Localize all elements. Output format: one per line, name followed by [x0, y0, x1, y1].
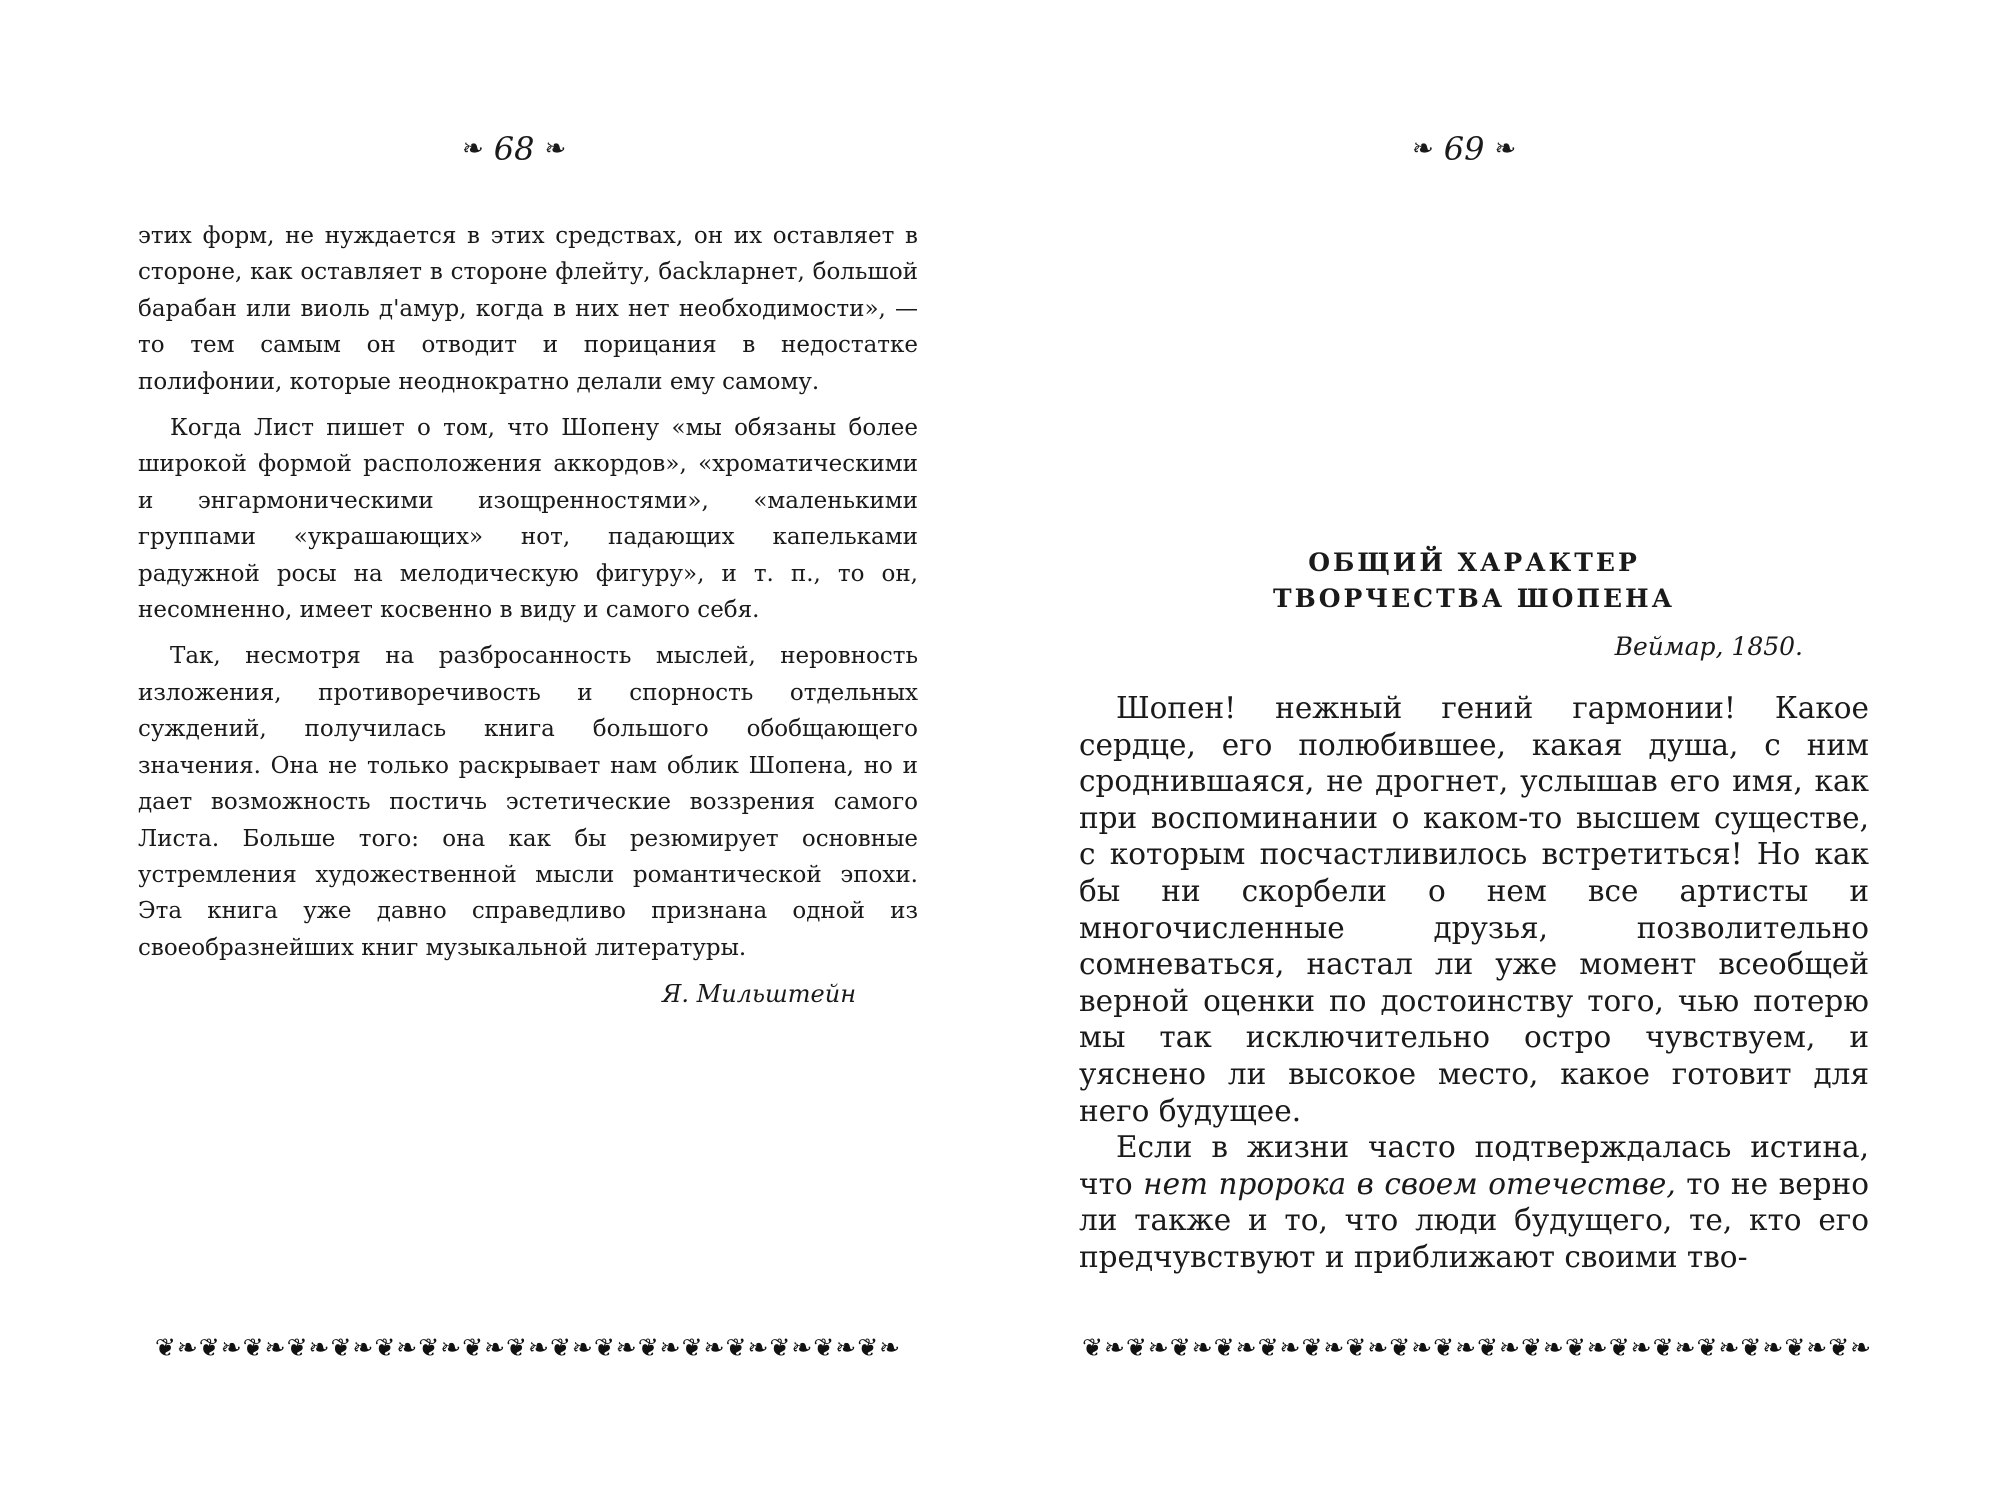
paragraph [1079, 1129, 1869, 1275]
right-page [1000, 0, 2000, 1488]
page-number-right [1412, 130, 1516, 168]
ornament-icon: ❧ [1494, 134, 1517, 164]
page-number-left [462, 130, 566, 168]
dateline: Веймар, 1850. [1614, 632, 1803, 661]
page-number-value: 68 [493, 130, 535, 168]
ornament-icon: ❧ [1412, 134, 1434, 164]
ornamental-border: ❦❧❦❧❦❧❦❧❦❧❦❧❦❧❦❧❦❧❦❧❦❧❦❧❦❧❦❧❦❧❦❧❦❧❦❧ [1082, 1333, 1872, 1362]
paragraph-text: Если в жизни часто подтверждалась истина, что [1079, 1130, 1869, 1201]
paragraph: Шопен! нежный гений гармонии! Какое сердце, его полюбившее, какая душа, с ним сроднившаяся, не дрогнет, услышав его имя, как при воспоминании о каком-то высшем существе, с которым посчастливилось встретиться! Но как бы ни скорбели о нем все артисты и многочисленные друзья, позволительно сомневаться, настал ли уже момент всеобщей верной оценки по достоинству того, чью потерю мы так исключительно остро чувствуем, и уяснено ли высокое место, какое готовит для него будущее. [1079, 691, 1869, 1128]
ornament-icon: ❧ [544, 134, 567, 164]
left-text-column [138, 218, 918, 1012]
italic-quote: нет пророка в своем отечестве, [1143, 1166, 1676, 1201]
ornament-icon: ❧ [462, 134, 484, 164]
page-number-value: 69 [1443, 130, 1485, 168]
paragraph: этих форм, не нуждается в этих средствах, он их оставляет в стороне, как оставляет в стороне флейту, басkларнет, большой барабан или виоль д'амур, когда в них нет необходимости», — то тем самым он отводит и порицания в недостатке полифонии, которые неоднократно делали ему самому. [138, 223, 918, 395]
paragraph: Так, несмотря на разбросанность мыслей, неровность изложения, противоречивость и спорность отдельных суждений, получилась книга большого обобщающего значения. Она не только раскрывает нам облик Шопена, но и дает возможность постичь эстетические воззрения самого Листа. Больше того: она как бы резюмирует основные устремления художественной мысли романтической эпохи. Эта книга уже давно справедливо признана одной из своеобразнейших книг музыкальной литературы. [138, 643, 918, 961]
chapter-heading-line: ТВОРЧЕСТВА ШОПЕНА [1272, 584, 1675, 613]
chapter-heading-line: ОБЩИЙ ХАРАКТЕР [1308, 548, 1640, 577]
author-signature: Я. Мильштейн [662, 980, 856, 1009]
ornamental-border: ❦❧❦❧❦❧❦❧❦❧❦❧❦❧❦❧❦❧❦❧❦❧❦❧❦❧❦❧❦❧❦❧❦❧ [154, 1333, 902, 1362]
chapter-heading [1079, 545, 1869, 617]
right-text-column [1079, 690, 1869, 1276]
paragraph: Когда Лист пишет о том, что Шопену «мы обязаны более широкой формой расположения аккордов», «хроматическими и энгармоническими изощренностями», «маленькими группами «украшающих» нот, падающих капельками радужной росы на мелодическую фигуру», и т. п., то он, несомненно, имеет косвенно в виду и самого себя. [138, 415, 918, 624]
paragraph-text: то не верно ли также и то, что люди будущего, те, кто его предчувствуют и приближают своими тво- [1079, 1166, 1869, 1274]
